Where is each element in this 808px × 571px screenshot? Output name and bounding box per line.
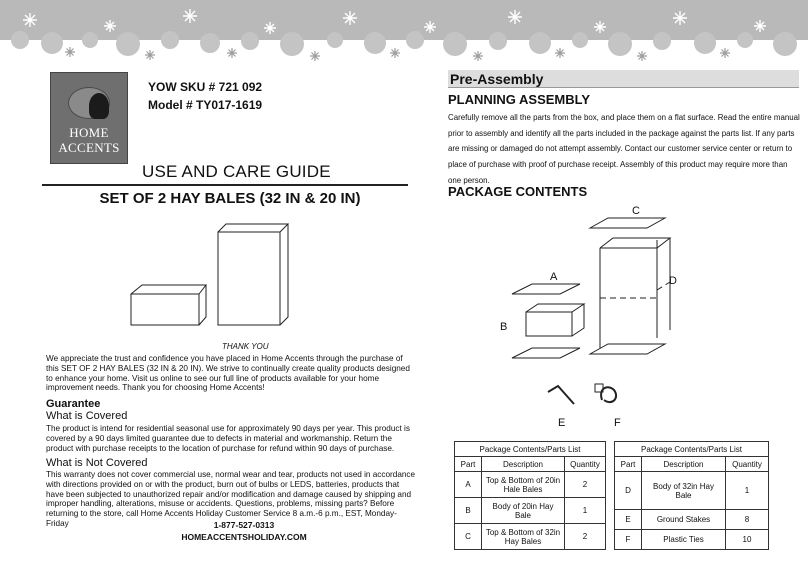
col-part: Part bbox=[455, 457, 482, 472]
package-contents-heading: PACKAGE CONTENTS bbox=[448, 184, 588, 199]
sku-number: YOW SKU # 721 092 bbox=[148, 80, 263, 94]
cell-part: D bbox=[615, 472, 642, 510]
label-d: D bbox=[669, 275, 677, 287]
thank-you-paragraph: We appreciate the trust and confidence you have placed in Home Accents through the purchase of this SET OF 2 HAY BALES (32 IN & 20 IN). We strive to continually create quality products designed to enhance your home. Visit us online to see our full line of products available for your home improvement needs. Thank you for choosing Home Accents! bbox=[46, 354, 410, 393]
covered-text: The product is intend for residential seasonal use for approximately 90 days per year. This product is covered by a 90 days limited guarantee due to defects in material and workmanship. Return the product with purchase receipts to the location of purchase for refund within 90 days of purchase. bbox=[46, 424, 410, 453]
home-accents-logo bbox=[50, 72, 128, 164]
table-row bbox=[615, 530, 769, 550]
not-covered-text: This warranty does not cover commercial use, normal wear and tear, products not used in accordance with directions provided on or with the product, burn out of bulbs or LEDS, batteries, products that have been subjected to unauthorized repair and/or modification and damage caused by shipping and improper handling, alterations, misuse or accidents. Questions, problems, missing parts? Before returning to the store, call Home Accents Holiday Customer Service 8 a.m.-6 p.m., EST, Monday-Friday bbox=[46, 470, 416, 528]
col-part: Part bbox=[615, 457, 642, 472]
table-row bbox=[615, 472, 769, 510]
pre-assembly-header: Pre-Assembly bbox=[448, 70, 799, 88]
guarantee-heading: Guarantee bbox=[46, 398, 101, 410]
cell-quantity: 8 bbox=[726, 510, 769, 530]
cell-quantity: 10 bbox=[726, 530, 769, 550]
parts-table-right bbox=[614, 441, 769, 550]
col-quantity: Quantity bbox=[726, 457, 769, 472]
snowflake-border bbox=[0, 0, 808, 62]
table-row bbox=[455, 498, 606, 524]
logo-line-1: HOME bbox=[69, 125, 109, 140]
table-caption: Package Contents/Parts List bbox=[615, 442, 769, 457]
black-cat-icon bbox=[89, 93, 109, 119]
covered-heading: What is Covered bbox=[46, 410, 128, 422]
cell-description: Top & Bottom of 32in Hay Bales bbox=[482, 524, 565, 550]
cell-part: F bbox=[615, 530, 642, 550]
cell-description: Top & Bottom of 20in Hale Bales bbox=[482, 472, 565, 498]
cell-part: E bbox=[615, 510, 642, 530]
thank-you-heading: THANK YOU bbox=[222, 342, 269, 351]
phone-number: 1-877-527-0313 bbox=[213, 520, 275, 530]
cell-description: Ground Stakes bbox=[642, 510, 726, 530]
not-covered-heading: What is Not Covered bbox=[46, 457, 148, 469]
table-row bbox=[455, 524, 606, 550]
planning-heading: PLANNING ASSEMBLY bbox=[448, 92, 591, 107]
hay-bales-illustration bbox=[128, 222, 294, 332]
parts-diagram bbox=[490, 200, 690, 438]
col-quantity: Quantity bbox=[565, 457, 606, 472]
col-description: Description bbox=[482, 457, 565, 472]
label-b: B bbox=[500, 321, 508, 333]
cell-quantity: 1 bbox=[726, 472, 769, 510]
label-e: E bbox=[558, 417, 566, 429]
planning-text: Carefully remove all the parts from the box, and place them on a flat surface. Read the entire manual prior to assembly and identify all the parts included in the package against the parts list. If any parts are missing or damaged do not attempt assembly. Contact our customer service center or return to place of purchase with proof of purchase receipt. Assembly of this product may require more than one person. bbox=[448, 113, 800, 185]
guide-title: USE AND CARE GUIDE bbox=[142, 162, 331, 181]
cell-description: Body of 20in Hay Bale bbox=[482, 498, 565, 524]
model-number: Model # TY017-1619 bbox=[148, 98, 263, 112]
col-description: Description bbox=[642, 457, 726, 472]
table-row bbox=[615, 510, 769, 530]
logo-line-2: ACCENTS bbox=[58, 140, 120, 155]
cell-description: Body of 32in Hay Bale bbox=[642, 472, 726, 510]
cell-quantity: 2 bbox=[565, 472, 606, 498]
cell-part: A bbox=[455, 472, 482, 498]
cell-quantity: 2 bbox=[565, 524, 606, 550]
label-c: C bbox=[632, 205, 640, 217]
cell-part: B bbox=[455, 498, 482, 524]
table-row bbox=[455, 472, 606, 498]
cell-description: Plastic Ties bbox=[642, 530, 726, 550]
label-f: F bbox=[614, 417, 621, 429]
website: HOMEACCENTSHOLIDAY.COM bbox=[181, 532, 307, 542]
cell-part: C bbox=[455, 524, 482, 550]
label-a: A bbox=[550, 271, 558, 283]
parts-table-left bbox=[454, 441, 606, 550]
cell-quantity: 1 bbox=[565, 498, 606, 524]
table-caption: Package Contents/Parts List bbox=[455, 442, 606, 457]
title-divider bbox=[42, 184, 408, 186]
product-title: SET OF 2 HAY BALES (32 IN & 20 IN) bbox=[99, 190, 361, 207]
